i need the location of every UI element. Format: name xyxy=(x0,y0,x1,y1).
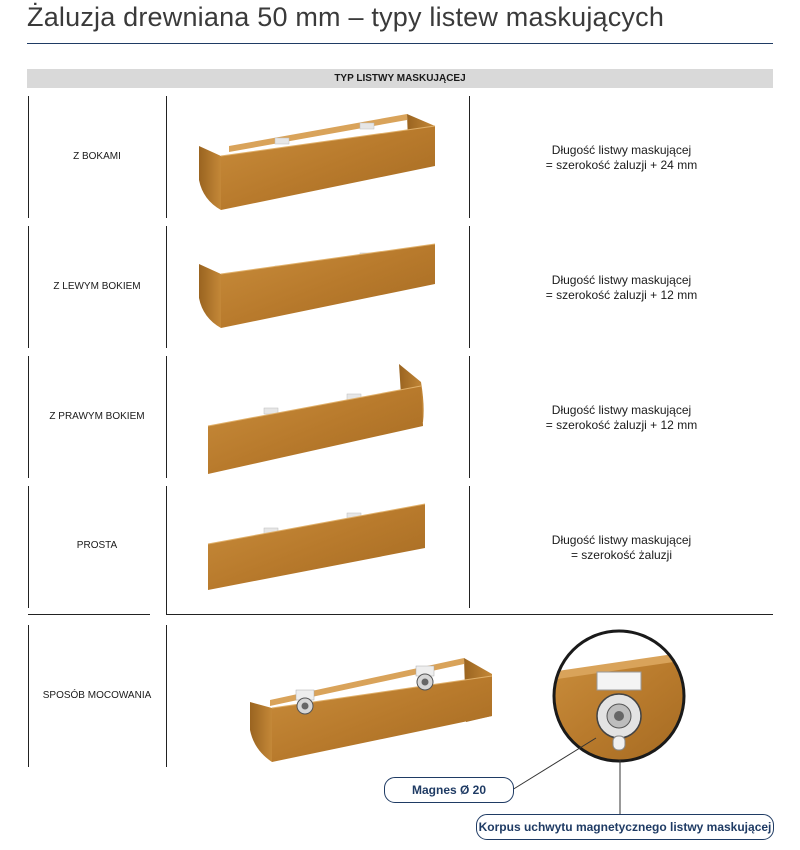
row-label: Z LEWYM BOKIEM xyxy=(53,281,141,292)
description-line: Długość listwy maskującej xyxy=(551,143,692,157)
description-line: Długość listwy maskującej xyxy=(551,533,692,547)
row-label: SPOSÓB MOCOWANIA xyxy=(42,690,152,701)
description-line: Długość listwy maskującej xyxy=(551,273,692,287)
description-line: Długość listwy maskującej xyxy=(551,403,692,417)
description-line: = szerokość żaluzji + 12 mm xyxy=(545,418,698,432)
magnet-callout: Magnes Ø 20 xyxy=(384,777,514,803)
row-label: Z BOKAMI xyxy=(73,151,121,162)
description-line: = szerokość żaluzji + 12 mm xyxy=(545,288,698,302)
row-label: Z PRAWYM BOKIEM xyxy=(49,411,145,422)
row-label: PROSTA xyxy=(76,540,118,551)
description-line: = szerokość żaluzji xyxy=(570,548,673,562)
page-title: Żaluzja drewniana 50 mm – typy listew maskujących xyxy=(27,2,665,32)
description-line: = szerokość żaluzji + 24 mm xyxy=(545,158,698,172)
table-header: TYP LISTWY MASKUJĄCEJ xyxy=(27,69,773,88)
housing-callout: Korpus uchwytu magnetycznego listwy maskującej xyxy=(476,814,774,840)
